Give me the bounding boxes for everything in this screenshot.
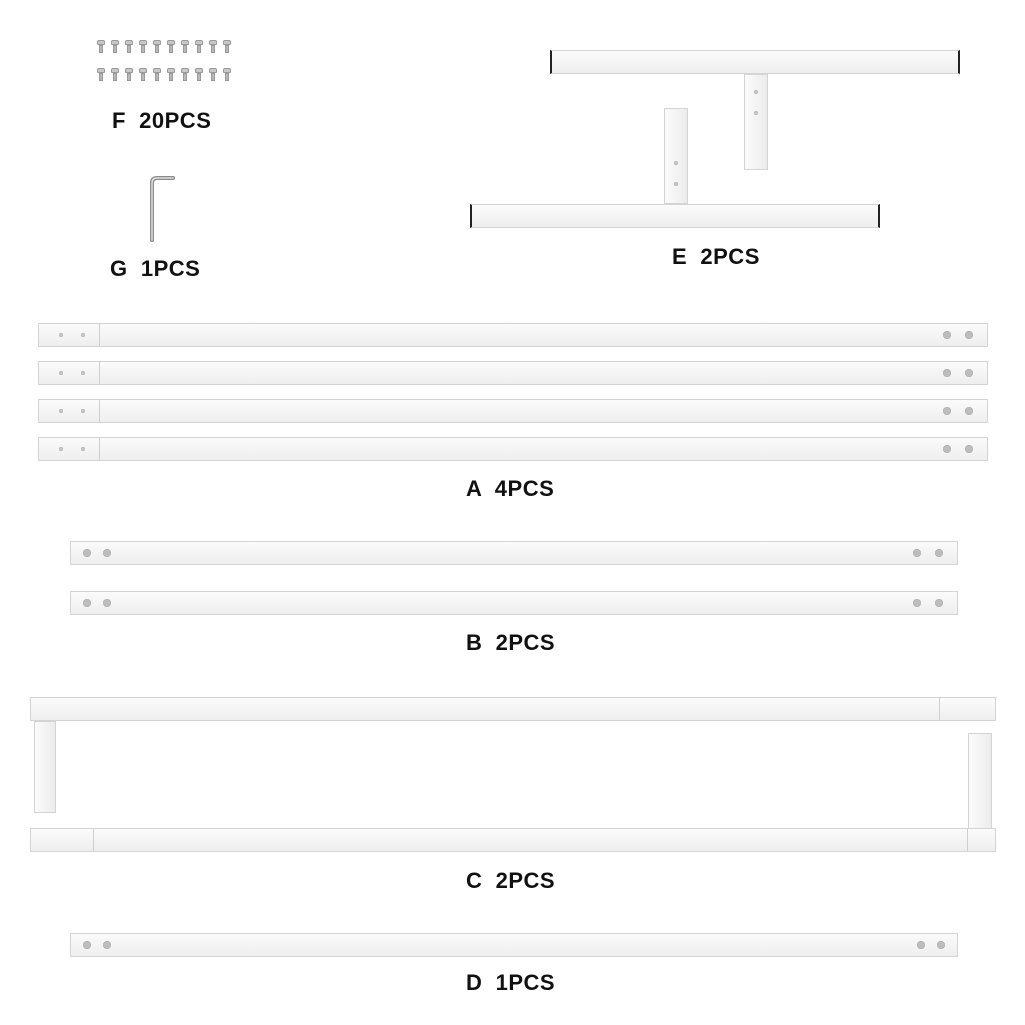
screw-icon — [153, 40, 161, 54]
a-seam — [99, 362, 100, 384]
label-f: F 20PCS — [112, 108, 212, 133]
b-hole — [103, 549, 111, 557]
allen-key-icon — [145, 172, 177, 244]
a-hole — [943, 369, 951, 377]
e-top-stem — [744, 74, 768, 170]
label-g: G 1PCS — [110, 256, 201, 281]
b-hole — [935, 599, 943, 607]
e-bottom-hole-2 — [674, 182, 678, 186]
b-hole — [83, 549, 91, 557]
e-top-hole-2 — [754, 111, 758, 115]
screw-icon — [167, 40, 175, 54]
label-c: C 2PCS — [466, 868, 556, 893]
b-hole — [913, 549, 921, 557]
part-a-bar — [38, 437, 988, 461]
c-bottom-seam-1 — [93, 829, 94, 851]
a-seam — [99, 400, 100, 422]
screw-icon — [223, 40, 231, 54]
a-hole — [965, 407, 973, 415]
part-a-bar — [38, 361, 988, 385]
c-bottom-seam-2 — [967, 829, 968, 851]
screw-icon — [209, 40, 217, 54]
a-hole — [965, 331, 973, 339]
e-top-hole-1 — [754, 90, 758, 94]
b-hole — [103, 599, 111, 607]
part-d-bar — [70, 933, 958, 957]
screw-icon — [139, 68, 147, 82]
screw-icon — [209, 68, 217, 82]
a-hole — [81, 333, 85, 337]
screw-icon — [125, 68, 133, 82]
c-top-seam — [939, 698, 940, 720]
label-e: E 2PCS — [672, 244, 760, 269]
b-hole — [83, 599, 91, 607]
c-left-post — [34, 721, 56, 813]
screw-icon — [181, 40, 189, 54]
label-a: A 4PCS — [466, 476, 555, 501]
part-b-bar — [70, 591, 958, 615]
screw-icon — [167, 68, 175, 82]
a-hole — [943, 407, 951, 415]
screw-icon — [97, 40, 105, 54]
c-top-rail — [30, 697, 996, 721]
screw-icon — [181, 68, 189, 82]
d-hole-1 — [83, 941, 91, 949]
screw-icon — [153, 68, 161, 82]
b-hole — [935, 549, 943, 557]
a-seam — [99, 324, 100, 346]
screw-icon — [111, 68, 119, 82]
a-hole — [81, 409, 85, 413]
e-bottom-stem — [664, 108, 688, 204]
screw-icon — [223, 68, 231, 82]
a-hole — [81, 447, 85, 451]
screw-icon — [125, 40, 133, 54]
screw-icon — [111, 40, 119, 54]
part-a-bar — [38, 323, 988, 347]
a-hole — [59, 409, 63, 413]
screw-icon — [195, 40, 203, 54]
a-hole — [965, 445, 973, 453]
e-bottom-crossbar — [470, 204, 880, 228]
screw-icon — [97, 68, 105, 82]
c-bottom-rail — [30, 828, 996, 852]
a-hole — [81, 371, 85, 375]
a-hole — [965, 369, 973, 377]
c-right-post — [968, 733, 992, 829]
screw-icon — [139, 40, 147, 54]
a-hole — [59, 333, 63, 337]
d-hole-2 — [103, 941, 111, 949]
e-top-crossbar — [550, 50, 960, 74]
a-hole — [943, 445, 951, 453]
b-hole — [913, 599, 921, 607]
part-a-bar — [38, 399, 988, 423]
label-d: D 1PCS — [466, 970, 556, 995]
part-b-bar — [70, 541, 958, 565]
d-hole-3 — [917, 941, 925, 949]
a-hole — [943, 331, 951, 339]
e-bottom-hole-1 — [674, 161, 678, 165]
screw-icon — [195, 68, 203, 82]
a-hole — [59, 371, 63, 375]
d-hole-4 — [937, 941, 945, 949]
label-b: B 2PCS — [466, 630, 556, 655]
a-hole — [59, 447, 63, 451]
a-seam — [99, 438, 100, 460]
